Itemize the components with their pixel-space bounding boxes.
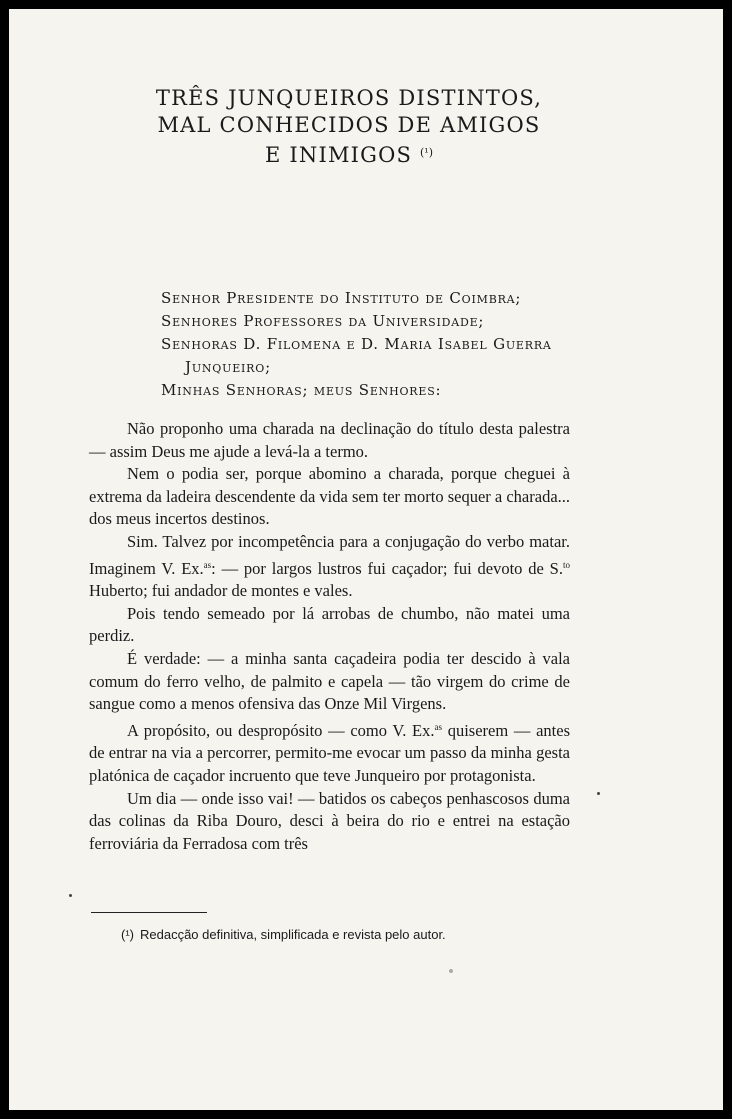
title-footnote-mark: (¹) <box>420 146 434 159</box>
paragraph: Não proponho uma charada na declinação do título desta palestra — assim Deus me ajude a levá-la a termo. <box>89 419 570 461</box>
paragraph: Nem o podia ser, porque abomino a charada, porque cheguei à extrema da ladeira descendente da vida sem ter morto sequer a charada... dos meus incertos destinos. <box>89 464 571 529</box>
salutation-line: Senhor Presidente do Instituto de Coimbra; <box>161 289 522 307</box>
paragraph: Um dia — onde isso vai! — batidos os cabeços penhascosos duma das colinas da Riba Douro, desci à beira do rio e entrei na estação ferroviária da Ferradosa com três <box>89 788 570 853</box>
salutation <box>161 287 581 402</box>
salutation-line: Junqueiro; <box>185 358 271 376</box>
paragraph: É verdade: — a minha santa caçadeira podia ter descido à vala comum do ferro velho, de palmito e capela — tão virgem do crime de sangue como a menos ofensiva das Onze Mil Virgens. <box>89 648 570 714</box>
page-title <box>79 85 619 169</box>
paragraph: Sim. Talvez por incompetência para a conjugação do verbo matar. Imaginem V. Ex.$^{as}$: — por largos lustros fui caçador; fui devoto de S.$^{to}$ Huberto; fui andador de montes e vales. <box>89 531 570 601</box>
footnote-divider <box>91 912 207 913</box>
print-speck <box>449 969 453 973</box>
salutation-line: Senhoras D. Filomena e D. Maria Isabel Guerra <box>161 335 552 353</box>
salutation-line: Senhores Professores da Universidade; <box>161 312 485 330</box>
footnote <box>121 927 581 942</box>
footnote-mark: (¹) <box>121 927 134 942</box>
title-line-2: MAL CONHECIDOS DE AMIGOS <box>157 113 541 137</box>
title-line-1: TRÊS JUNQUEIROS DISTINTOS, <box>155 86 543 110</box>
document-page <box>9 9 723 1110</box>
footnote-text: Redacção definitiva, simplificada e revista pelo autor. <box>140 927 446 942</box>
title-line-3: E INIMIGOS $^{(^1)}$ <box>264 143 434 167</box>
salutation-line: Minhas Senhoras; meus Senhores: <box>161 381 442 399</box>
print-speck <box>597 792 600 795</box>
paragraph: Pois tendo semeado por lá arrobas de chumbo, não matei uma perdiz. <box>89 603 570 646</box>
paragraph: A propósito, ou despropósito — como V. Ex.$^{as}$ quiserem — antes de entrar na via a percorrer, permito-me evocar um passo da minha gesta platónica de caçador incruento que teve Junqueiro por protagonista. <box>89 720 570 785</box>
print-speck <box>69 894 72 897</box>
body-text <box>89 418 570 855</box>
